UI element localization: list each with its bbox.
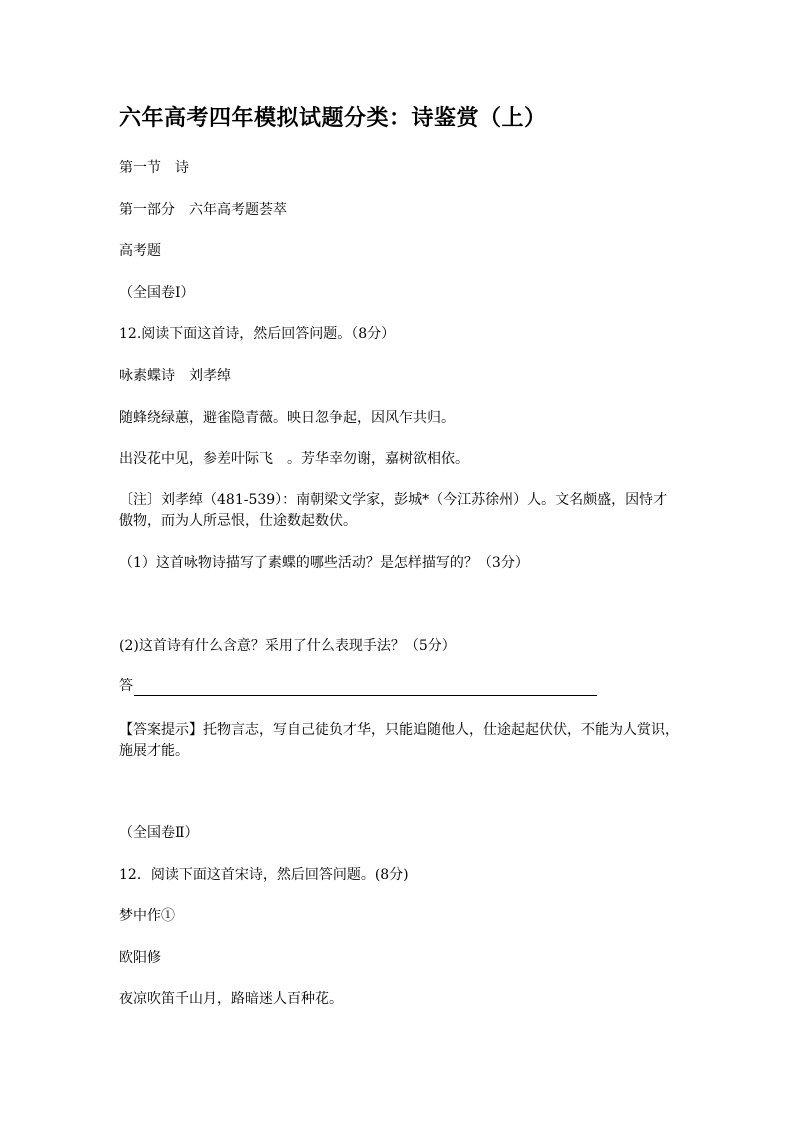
q2-author: 欧阳修 (119, 950, 161, 966)
answer-hint: 【答案提示】托物言志，写自己徒负才华，只能追随他人，仕途起起伏伏，不能为人赏识，施展才能。 (119, 722, 679, 759)
answer-label: 答 (119, 678, 133, 694)
q1-note: 〔注〕刘孝绰（481-539）：南朝梁文学家，彭城*（今江苏徐州）人。文名颇盛，因恃才傲物，而为人所忌恨，仕途数起数伏。 (119, 492, 668, 529)
q1-poem-line1: 随蜂绕绿蕙，避雀隐青薇。映日忽争起，因风乍共归。 (119, 410, 455, 426)
q1-poem-title: 咏素蝶诗 刘孝绰 (119, 368, 231, 384)
answer-blank-row (119, 676, 597, 696)
q1-sub-question-2: (2)这首诗有什么含意？采用了什么表现手法？（5分） (119, 638, 456, 654)
q2-prompt: 12．阅读下面这首宋诗，然后回答问题。(8分) (119, 867, 409, 883)
paper2-label: （全国卷Ⅱ） (119, 825, 199, 841)
q1-poem-line2: 出没花中见，参差叶际飞 。芳华幸勿谢，嘉树欲相依。 (119, 451, 469, 467)
document-title: 六年高考四年模拟试题分类：诗鉴赏（上） (119, 105, 547, 131)
q1-prompt: 12.阅读下面这首诗，然后回答问题。（8分） (119, 326, 396, 342)
q2-poem-line1: 夜凉吹笛千山月，路暗迷人百种花。 (119, 991, 343, 1007)
answer-blank-line (134, 679, 597, 696)
q1-sub-question-1: （1）这首咏物诗描写了素蝶的哪些活动？是怎样描写的？（3分） (119, 555, 529, 571)
section-heading: 第一节 诗 (119, 160, 189, 176)
q2-poem-title: 梦中作① (119, 908, 175, 924)
sub-heading: 高考题 (119, 243, 161, 259)
paper1-label: （全国卷Ⅰ） (119, 285, 195, 301)
part-heading: 第一部分 六年高考题荟萃 (119, 202, 287, 218)
